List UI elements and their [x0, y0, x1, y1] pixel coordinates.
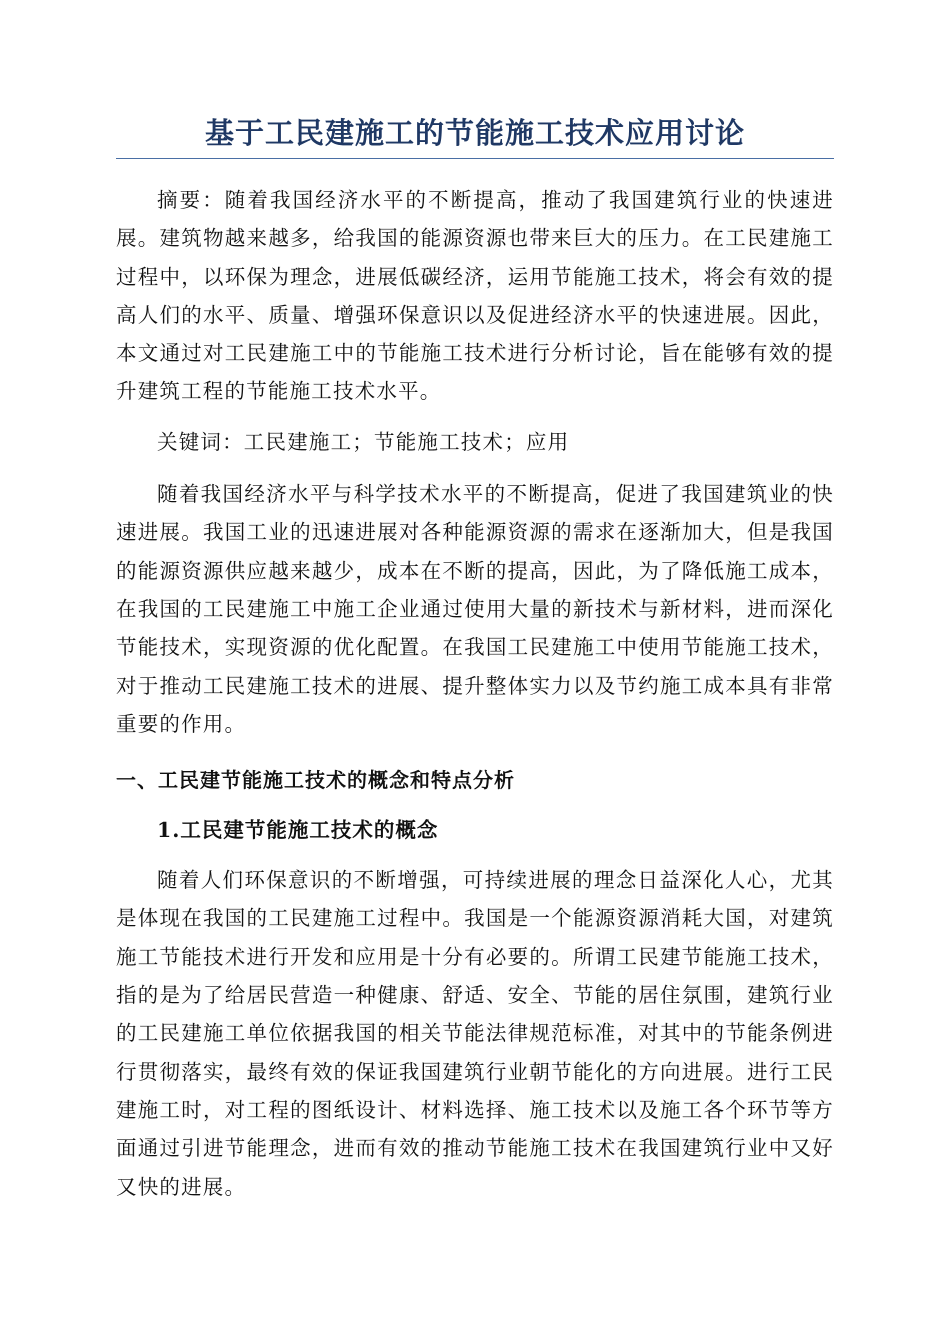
document-page — [116, 110, 834, 1206]
subsection-heading: 1.工民建节能施工技术的概念 — [157, 818, 439, 843]
section-heading: 一、工民建节能施工技术的概念和特点分析 — [116, 768, 515, 793]
keywords-paragraph: 关键词：工民建施工；节能施工技术；应用 — [157, 429, 570, 454]
intro-paragraph: 随着我国经济水平与科学技术水平的不断提高，促进了我国建筑业的快速进展。我国工业的迅速进展对各种能源资源的需求在逐渐加大，但是我国的能源资源供应越来越少，成本在不断的提高，因此，为了降低施工成本，在我国的工民建施工中施工企业通过使用大量的新技术与新材料，进而深化节能技术，实现资源的优化配置。在我国工民建施工中使用节能施工技术，对于推动工民建施工技术的进展、提升整体实力以及节约施工成本具有非常重要的作用。 — [116, 482, 834, 736]
document-title: 基于工民建施工的节能施工技术应用讨论 — [116, 110, 834, 159]
body-paragraph: 随着人们环保意识的不断增强，可持续进展的理念日益深化人心，尤其是体现在我国的工民建施工过程中。我国是一个能源资源消耗大国，对建筑施工节能技术进行开发和应用是十分有必要的。所谓工民建节能施工技术，指的是为了给居民营造一种健康、舒适、安全、节能的居住氛围，建筑行业的工民建施工单位依据我国的相关节能法律规范标准，对其中的节能条例进行贯彻落实，最终有效的保证我国建筑行业朝节能化的方向进展。进行工民建施工时，对工程的图纸设计、材料选择、施工技术以及施工各个环节等方面通过引进节能理念，进而有效的推动节能施工技术在我国建筑行业中又好又快的进展。 — [116, 868, 834, 1199]
abstract-paragraph: 摘要：随着我国经济水平的不断提高，推动了我国建筑行业的快速进展。建筑物越来越多，给我国的能源资源也带来巨大的压力。在工民建施工过程中，以环保为理念，进展低碳经济，运用节能施工技术，将会有效的提高人们的水平、质量、增强环保意识以及促进经济水平的快速进展。因此，本文通过对工民建施工中的节能施工技术进行分析讨论，旨在能够有效的提升建筑工程的节能施工技术水平。 — [116, 188, 834, 404]
